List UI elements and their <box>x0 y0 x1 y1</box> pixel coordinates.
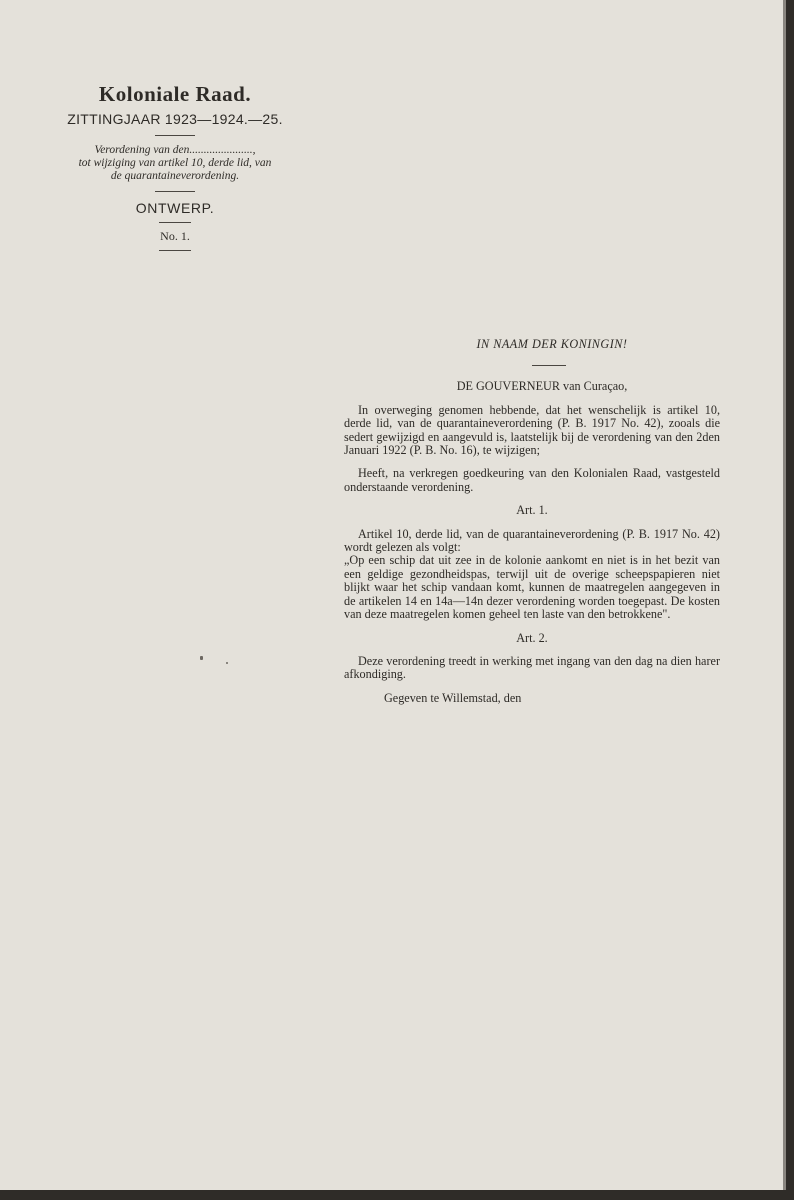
divider <box>155 135 195 136</box>
divider <box>155 191 195 192</box>
page-bottom-edge <box>0 1190 794 1200</box>
ink-speck <box>200 656 203 660</box>
divider <box>532 365 566 366</box>
ordinance-subject <box>40 144 310 183</box>
article-2-heading: Art. 2. <box>516 630 548 645</box>
session-year: ZITTINGJAAR 1923—1924.—25. <box>67 111 283 127</box>
ink-speck <box>226 662 228 664</box>
divider <box>159 222 191 223</box>
article-2-text: Deze verordening treedt in werking met ingang van den dag na dien harer afkondiging. <box>344 653 720 682</box>
ordinance-body <box>344 338 720 705</box>
document-number: No. 1. <box>160 229 190 243</box>
article-1-text: Artikel 10, derde lid, van de quarantaineverordening (P. B. 1917 No. 42) wordt gelezen als volgt: <box>344 526 720 555</box>
subject-line-1: Verordening van den......................, <box>94 144 256 156</box>
draft-label: ONTWERP. <box>135 200 215 216</box>
governor-line: DE GOUVERNEUR van Curaçao, <box>456 379 628 394</box>
document-header <box>40 80 310 257</box>
article-1-quote: „Op een schip dat uit zee in de kolonie aankomt en niet is in het bezit van een geldige gezondheidspas, terwijl uit de overige scheepspapieren niet blijkt waar het schip vandaan komt, kunnen de maatregelen aangegeven in de artikelen 14 en 14a—14n dezer verordening worden toegepast. De kosten van deze maatregelen komen geheel ten laste van den betrokkene". <box>344 553 720 622</box>
signoff-line: Gegeven te Willemstad, den <box>384 690 522 705</box>
council-title: Koloniale Raad. <box>98 82 252 106</box>
subject-line-3: de quarantaineverordening. <box>110 170 240 182</box>
preamble: IN NAAM DER KONINGIN! <box>476 337 628 351</box>
subject-line-2: tot wijziging van artikel 10, derde lid, van <box>78 157 272 169</box>
divider <box>159 250 191 251</box>
considering-paragraph: In overweging genomen hebbende, dat het wenschelijk is artikel 10, derde lid, van de quarantaineverordening (P. B. 1917 No. 42), zooals die sedert gewijzigd en aangevuld is, laatstelijk bij de verordening van den 2den Januari 1922 (P. B. No. 16), te wijzigen; <box>344 402 720 458</box>
article-1-heading: Art. 1. <box>516 503 548 518</box>
enactment-paragraph: Heeft, na verkregen goedkeuring van den Kolonialen Raad, vastgesteld onderstaande verordening. <box>344 466 720 494</box>
page-edge <box>786 0 794 1200</box>
